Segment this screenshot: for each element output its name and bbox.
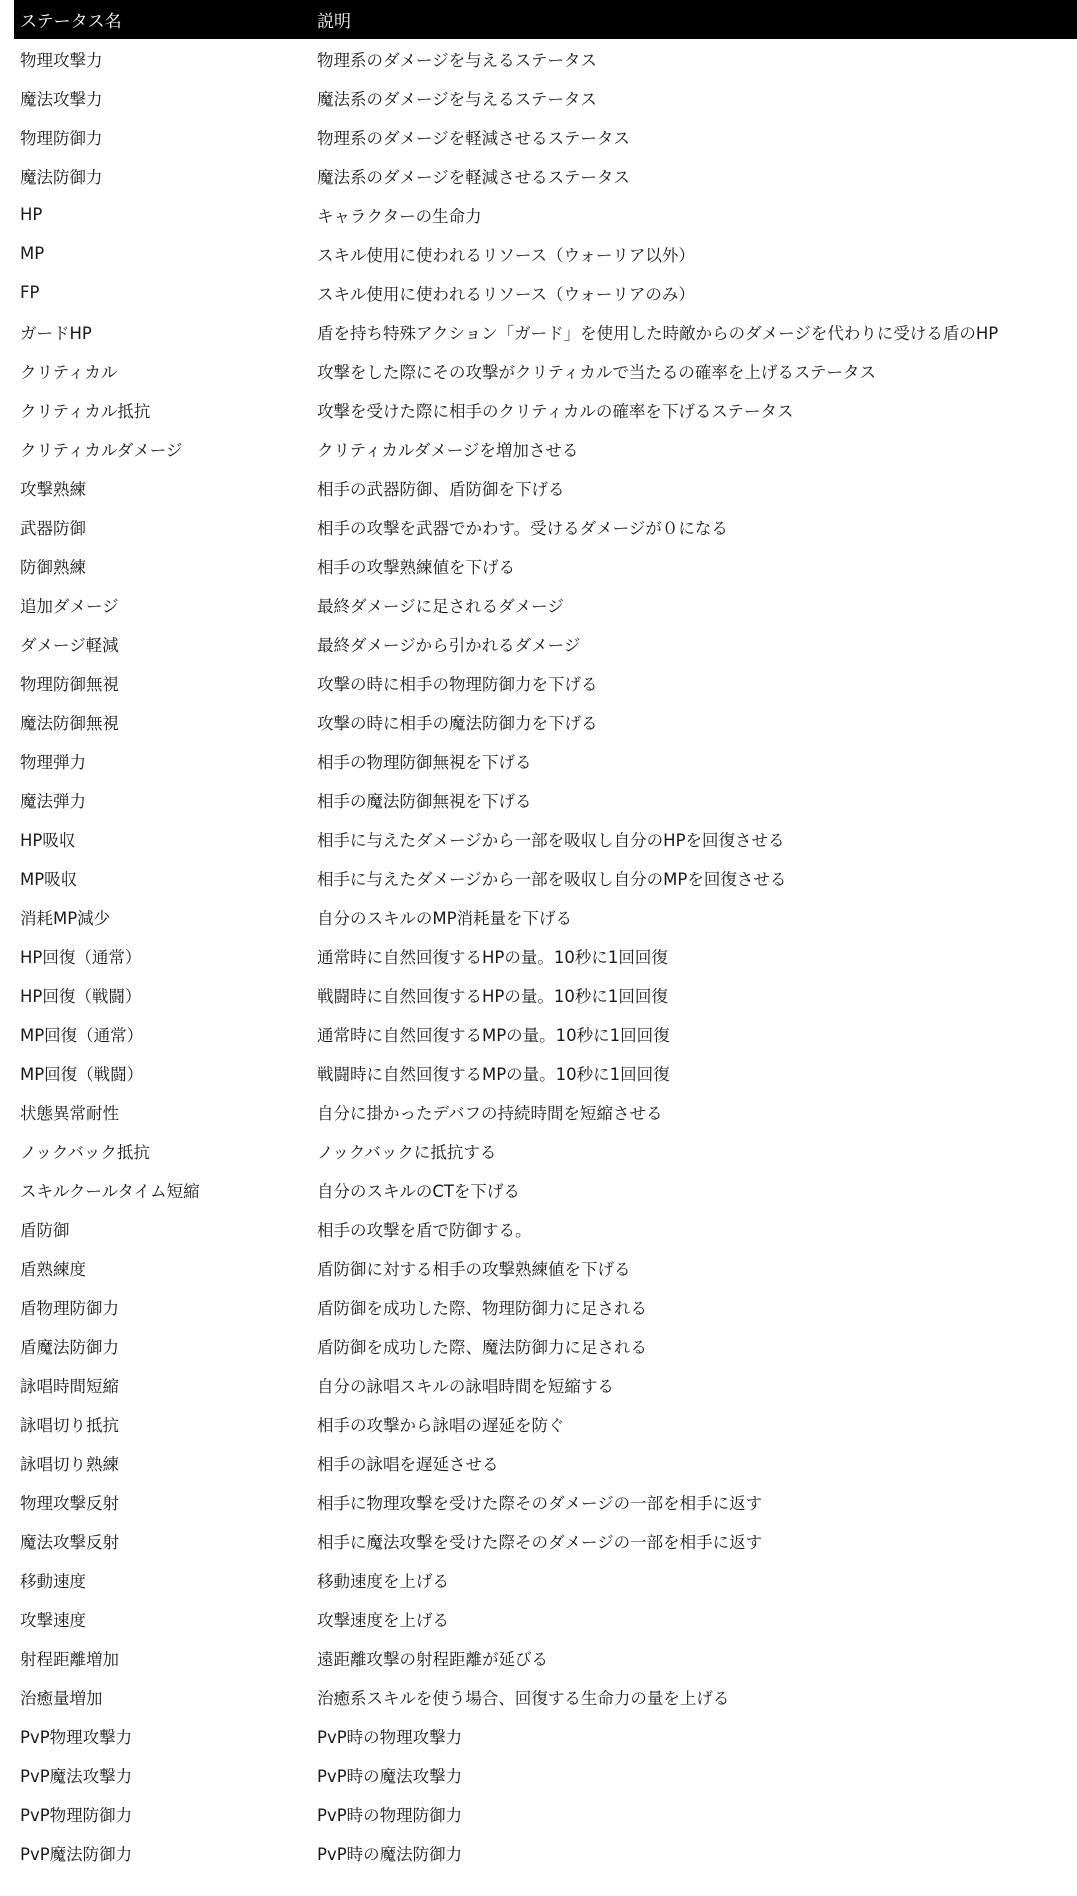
description-cell: 相手の詠唱を遅延させる — [317, 1454, 499, 1474]
table-row — [14, 351, 1077, 390]
status-name-cell: クリティカルダメージ — [20, 440, 183, 460]
table-row — [14, 1404, 1077, 1443]
table-row — [14, 234, 1077, 273]
table-row — [14, 39, 1077, 78]
table-row — [14, 156, 1077, 195]
description-cell: 戦闘時に自然回復するHPの量。10秒に1回回復 — [317, 986, 668, 1006]
description-cell: 盾防御を成功した際、魔法防御力に足される — [317, 1337, 647, 1357]
status-name-cell: 物理攻撃反射 — [20, 1493, 119, 1513]
description-cell: 相手の攻撃を武器でかわす。受けるダメージが０になる — [317, 518, 728, 538]
status-name-cell: ダメージ軽減 — [20, 635, 119, 655]
status-name-cell: MP吸収 — [20, 869, 78, 889]
status-name-cell: 物理防御力 — [20, 128, 103, 148]
status-name-cell: 魔法防御無視 — [20, 713, 119, 733]
table-row — [14, 195, 1077, 234]
description-cell: スキル使用に使われるリソース（ウォーリアのみ） — [317, 284, 695, 304]
status-name-cell: HP回復（戦闘） — [20, 986, 142, 1006]
status-name-cell: 詠唱時間短縮 — [20, 1376, 119, 1396]
description-cell: 最終ダメージから引かれるダメージ — [317, 635, 581, 655]
table-row — [14, 780, 1077, 819]
table-row — [14, 624, 1077, 663]
description-cell: 自分に掛かったデバフの持続時間を短縮させる — [317, 1103, 663, 1123]
table-row — [14, 1014, 1077, 1053]
description-cell: PvP時の物理攻撃力 — [317, 1727, 463, 1747]
description-cell: 移動速度を上げる — [317, 1571, 449, 1591]
table-row — [14, 1287, 1077, 1326]
table-row — [14, 507, 1077, 546]
description-cell: 遠距離攻撃の射程距離が延びる — [317, 1649, 548, 1669]
description-cell: 攻撃をした際にその攻撃がクリティカルで当たるの確率を上げるステータス — [317, 362, 877, 382]
status-name-cell: ガードHP — [20, 323, 92, 343]
status-name-cell: ノックバック抵抗 — [20, 1142, 150, 1162]
description-cell: 通常時に自然回復するHPの量。10秒に1回回復 — [317, 947, 668, 967]
table-row — [14, 546, 1077, 585]
status-name-cell: PvP魔法攻撃力 — [20, 1766, 133, 1786]
description-cell: 盾を持ち特殊アクション「ガード」を使用した時敵からのダメージを代わりに受ける盾のHP — [317, 323, 999, 343]
status-name-cell: 物理弾力 — [20, 752, 86, 772]
status-name-cell: 魔法攻撃反射 — [20, 1532, 119, 1552]
table-row — [14, 1638, 1077, 1677]
table-row — [14, 312, 1077, 351]
status-name-cell: クリティカル — [20, 362, 118, 382]
status-name-cell: 物理防御無視 — [20, 674, 119, 694]
table-row — [14, 1326, 1077, 1365]
description-cell: 最終ダメージに足されるダメージ — [317, 596, 564, 616]
description-cell: 通常時に自然回復するMPの量。10秒に1回回復 — [317, 1025, 670, 1045]
status-name-cell: HP回復（通常） — [20, 947, 142, 967]
status-name-cell: 魔法防御力 — [20, 167, 103, 187]
table-row — [14, 1365, 1077, 1404]
description-cell: 魔法系のダメージを与えるステータス — [317, 89, 597, 109]
status-name-cell: MP回復（通常） — [20, 1025, 144, 1045]
description-cell: 相手に与えたダメージから一部を吸収し自分のHPを回復させる — [317, 830, 785, 850]
status-name-cell: 魔法弾力 — [20, 791, 86, 811]
description-cell: キャラクターの生命力 — [317, 206, 482, 226]
table-row — [14, 1092, 1077, 1131]
table-row — [14, 1599, 1077, 1638]
description-cell: PvP時の物理防御力 — [317, 1805, 463, 1825]
status-name-cell: 詠唱切り抵抗 — [20, 1415, 119, 1435]
status-name-cell: 詠唱切り熟練 — [20, 1454, 119, 1474]
status-name-cell: 盾熟練度 — [20, 1259, 86, 1279]
table-row — [14, 1053, 1077, 1092]
description-cell: 攻撃の時に相手の物理防御力を下げる — [317, 674, 598, 694]
table-row — [14, 702, 1077, 741]
description-cell: 攻撃の時に相手の魔法防御力を下げる — [317, 713, 598, 733]
table-header-row — [14, 0, 1077, 39]
table-row — [14, 858, 1077, 897]
table-row — [14, 1677, 1077, 1716]
status-table — [14, 0, 1077, 1872]
description-cell: 相手に与えたダメージから一部を吸収し自分のMPを回復させる — [317, 869, 787, 889]
table-row — [14, 1560, 1077, 1599]
table-row — [14, 1833, 1077, 1872]
status-name-cell: クリティカル抵抗 — [20, 401, 151, 421]
table-row — [14, 819, 1077, 858]
description-cell: 相手の攻撃を盾で防御する。 — [317, 1220, 532, 1240]
status-name-cell: 盾物理防御力 — [20, 1298, 119, 1318]
table-row — [14, 1716, 1077, 1755]
table-row — [14, 117, 1077, 156]
table-row — [14, 273, 1077, 312]
description-cell: クリティカルダメージを増加させる — [317, 440, 579, 460]
table-row — [14, 975, 1077, 1014]
table-row — [14, 1482, 1077, 1521]
description-cell: 盾防御を成功した際、物理防御力に足される — [317, 1298, 647, 1318]
table-row — [14, 1209, 1077, 1248]
description-cell: PvP時の魔法防御力 — [317, 1844, 463, 1864]
table-row — [14, 585, 1077, 624]
table-row — [14, 663, 1077, 702]
status-name-cell: 物理攻撃力 — [20, 50, 103, 70]
description-cell: 攻撃を受けた際に相手のクリティカルの確率を下げるステータス — [317, 401, 794, 421]
column-header-status-name: ステータス名 — [14, 0, 311, 39]
table-row — [14, 468, 1077, 507]
table-row — [14, 1521, 1077, 1560]
table-row — [14, 741, 1077, 780]
status-name-cell: 盾防御 — [20, 1220, 70, 1240]
status-name-cell: 射程距離増加 — [20, 1649, 119, 1669]
status-name-cell: 魔法攻撃力 — [20, 89, 103, 109]
description-cell: 相手の物理防御無視を下げる — [317, 752, 532, 772]
description-cell: 物理系のダメージを軽減させるステータス — [317, 128, 630, 148]
table-row — [14, 429, 1077, 468]
status-name-cell: 治癒量増加 — [20, 1688, 103, 1708]
description-cell: PvP時の魔法攻撃力 — [317, 1766, 463, 1786]
description-cell: 戦闘時に自然回復するMPの量。10秒に1回回復 — [317, 1064, 670, 1084]
table-row — [14, 1248, 1077, 1287]
description-cell: 攻撃速度を上げる — [317, 1610, 449, 1630]
description-cell: 相手の攻撃熟練値を下げる — [317, 557, 515, 577]
table-row — [14, 1170, 1077, 1209]
description-cell: ノックバックに抵抗する — [317, 1142, 497, 1162]
status-name-cell: 移動速度 — [20, 1571, 86, 1591]
table-row — [14, 1443, 1077, 1482]
status-name-cell: PvP物理防御力 — [20, 1805, 133, 1825]
table-row — [14, 1755, 1077, 1794]
description-cell: 治癒系スキルを使う場合、回復する生命力の量を上げる — [317, 1688, 730, 1708]
description-cell: 自分のスキルのCTを下げる — [317, 1181, 520, 1201]
table-row — [14, 936, 1077, 975]
status-name-cell: 状態異常耐性 — [20, 1103, 119, 1123]
table-row — [14, 390, 1077, 429]
status-name-cell: スキルクールタイム短縮 — [20, 1181, 200, 1201]
status-name-cell: PvP魔法防御力 — [20, 1844, 133, 1864]
table-row — [14, 1131, 1077, 1170]
column-header-description: 説明 — [311, 0, 1077, 39]
description-cell: 相手に魔法攻撃を受けた際そのダメージの一部を相手に返す — [317, 1532, 763, 1552]
table-row — [14, 1794, 1077, 1833]
status-name-cell: 防御熟練 — [20, 557, 86, 577]
status-name-cell: HP吸収 — [20, 830, 76, 850]
table-row — [14, 897, 1077, 936]
description-cell: 物理系のダメージを与えるステータス — [317, 50, 597, 70]
status-name-cell: MP回復（戦闘） — [20, 1064, 144, 1084]
status-name-cell: FP — [20, 283, 40, 302]
status-name-cell: 攻撃熟練 — [20, 479, 86, 499]
description-cell: 盾防御に対する相手の攻撃熟練値を下げる — [317, 1259, 631, 1279]
status-name-cell: 武器防御 — [20, 518, 86, 538]
description-cell: 相手に物理攻撃を受けた際そのダメージの一部を相手に返す — [317, 1493, 763, 1513]
status-name-cell: 追加ダメージ — [20, 596, 119, 616]
description-cell: 相手の攻撃から詠唱の遅延を防ぐ — [317, 1415, 565, 1435]
description-cell: 魔法系のダメージを軽減させるステータス — [317, 167, 630, 187]
description-cell: 相手の武器防御、盾防御を下げる — [317, 479, 565, 499]
status-name-cell: HP — [20, 205, 43, 224]
status-name-cell: PvP物理攻撃力 — [20, 1727, 133, 1747]
status-name-cell: 盾魔法防御力 — [20, 1337, 119, 1357]
table-row — [14, 78, 1077, 117]
description-cell: 自分の詠唱スキルの詠唱時間を短縮する — [317, 1376, 614, 1396]
status-name-cell: MP — [20, 244, 45, 263]
description-cell: 自分のスキルのMP消耗量を下げる — [317, 908, 573, 928]
status-name-cell: 消耗MP減少 — [20, 908, 111, 928]
table-body — [14, 39, 1077, 1872]
status-name-cell: 攻撃速度 — [20, 1610, 86, 1630]
description-cell: 相手の魔法防御無視を下げる — [317, 791, 532, 811]
description-cell: スキル使用に使われるリソース（ウォーリア以外） — [317, 245, 695, 265]
